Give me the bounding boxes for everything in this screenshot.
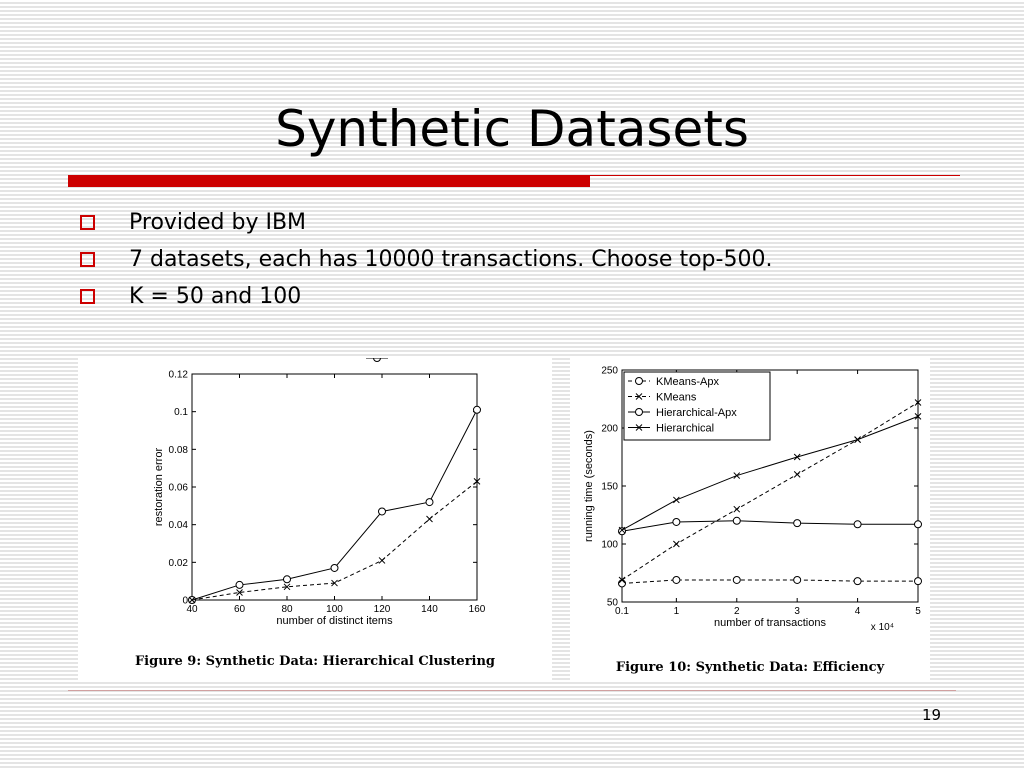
x-axis-exponent-label: x 10⁴	[870, 622, 894, 633]
y-tick-label: 0.02	[168, 557, 188, 569]
legend-label: Hierarchical	[656, 422, 715, 435]
x-tick-label: 160	[468, 604, 486, 615]
bullet-item	[78, 241, 772, 278]
data-point	[733, 517, 740, 524]
footer-divider-line	[68, 690, 956, 691]
y-tick-label: 0.04	[168, 520, 188, 532]
data-point	[379, 508, 386, 515]
data-point	[673, 518, 680, 525]
square-bullet-icon	[80, 252, 95, 267]
bullet-text: 7 datasets, each has 10000 transactions. Choose top-500.	[129, 247, 773, 272]
y-tick-label: 0.1	[174, 407, 188, 419]
y-tick-label: 50	[606, 597, 618, 609]
y-axis-label: running time (seconds)	[583, 430, 595, 542]
x-tick-label: 1	[673, 606, 680, 617]
figure-caption: Figure 9: Synthetic Data: Hierarchical Clustering	[134, 654, 496, 669]
data-point	[474, 406, 481, 413]
data-point	[733, 576, 740, 583]
figure-efficiency	[570, 358, 930, 680]
x-tick-label: 100	[326, 604, 343, 615]
x-tick-label: 0.1	[615, 606, 629, 617]
data-point	[331, 564, 338, 571]
x-tick-label: 120	[373, 604, 391, 615]
bullet-list	[78, 204, 772, 315]
data-point	[794, 520, 801, 527]
legend-label	[394, 358, 454, 361]
x-tick-label: 40	[186, 604, 198, 615]
title-accent-bar	[68, 175, 590, 187]
restoration-error-chart	[78, 358, 552, 648]
legend-label: KMeans-Apx	[656, 376, 719, 388]
bullet-item	[78, 278, 772, 315]
y-tick-label: 150	[601, 481, 618, 493]
x-tick-label: 4	[854, 606, 861, 617]
data-point	[673, 576, 680, 583]
legend-marker	[636, 409, 643, 416]
legend-label: Hierarchical-Apx	[656, 407, 737, 419]
legend-marker	[636, 378, 643, 385]
legend-label: KMeans	[656, 391, 697, 404]
data-point	[284, 576, 291, 583]
figure-hierarchical-clustering	[78, 358, 552, 680]
data-point	[915, 521, 922, 528]
data-point	[236, 581, 243, 588]
data-point	[854, 521, 861, 528]
bullet-item	[78, 204, 772, 241]
slide-title: Synthetic Datasets	[275, 100, 749, 158]
y-tick-label: 0	[182, 595, 188, 607]
data-point	[426, 499, 433, 506]
x-tick-label: 3	[794, 606, 800, 617]
x-tick-label: 140	[421, 604, 438, 615]
running-time-chart	[570, 358, 930, 648]
data-point	[915, 578, 922, 585]
x-axis-label: number of distinct items	[276, 615, 393, 627]
data-point	[619, 580, 626, 587]
legend-marker	[374, 358, 381, 362]
x-tick-label: 5	[915, 606, 921, 617]
x-tick-label: 2	[733, 606, 740, 617]
page-number: 19	[922, 706, 942, 724]
bullet-text: K = 50 and 100	[129, 284, 302, 309]
y-tick-label: 100	[601, 539, 618, 551]
square-bullet-icon	[80, 215, 95, 230]
figure-caption: Figure 10: Synthetic Data: Efficiency	[615, 660, 885, 675]
bullet-text: Provided by IBM	[129, 210, 307, 235]
data-point	[794, 576, 801, 583]
y-tick-label: 0.08	[168, 444, 188, 456]
y-tick-label: 0.06	[168, 482, 188, 494]
data-point	[854, 578, 861, 585]
x-tick-label: 80	[281, 604, 293, 615]
square-bullet-icon	[80, 289, 95, 304]
y-tick-label: 0.12	[168, 369, 188, 381]
y-tick-label: 200	[601, 423, 618, 435]
y-axis-label: restoration error	[153, 447, 165, 527]
y-tick-label: 250	[601, 365, 618, 377]
x-axis-label: number of transactions	[714, 617, 826, 629]
x-tick-label: 60	[233, 604, 246, 615]
title-divider-line	[590, 175, 960, 176]
